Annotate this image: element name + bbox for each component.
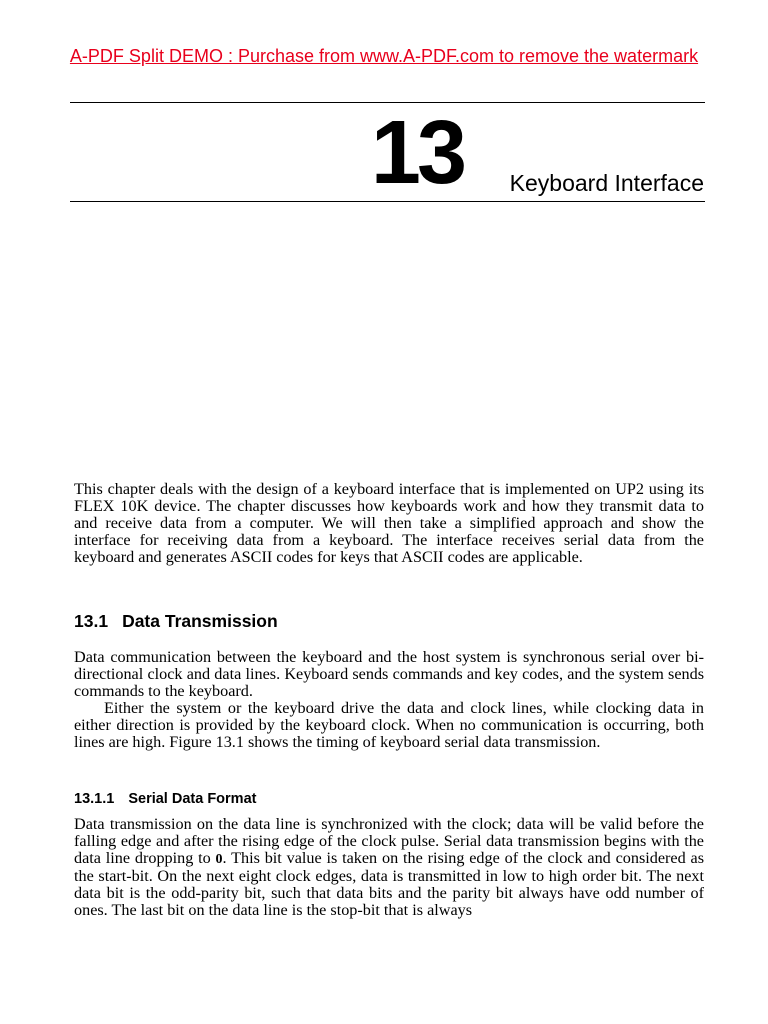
section-title: Data Transmission xyxy=(122,611,278,631)
chapter-title: Keyboard Interface xyxy=(509,170,704,196)
chapter-number: 13 xyxy=(370,103,463,203)
section-number: 13.1 xyxy=(74,611,109,631)
subsection-title: Serial Data Format xyxy=(128,791,257,807)
subsection-text-part-1: Data transmission on the data line is synchronized with the clock; data will be valid before the falling edge and after the rising edge of the clock pulse. Serial data transmission begins with the data line dropping to xyxy=(74,815,704,867)
intro-paragraph: This chapter deals with the design of a keyboard interface that is implemented on UP2 using its FLEX 10K device. The chapter discusses how keyboards work and how they transmit data to and receive data from a computer. We will then take a simplified approach and show the interface for receiving data from a keyboard. The interface receives serial data from the keyboard and generates ASCII codes for keys that ASCII codes are applicable. xyxy=(74,480,704,566)
subsection-paragraph-1 xyxy=(74,816,704,919)
start-bit-value: 0 xyxy=(215,852,223,867)
subsection-number: 13.1.1 xyxy=(74,791,115,807)
header-rule-bottom xyxy=(70,201,705,202)
subsection-text-part-2: . This bit value is taken on the rising edge of the clock and considered as the start-bit. On the next eight clock edges, data is transmitted in low to high order bit. The next data bit is the odd-parity bit, such that data bits and the parity bit always have odd number of ones. The last bit on the data line is the stop-bit that is always xyxy=(74,849,704,919)
section-paragraph-1: Data communication between the keyboard and the host system is synchronous serial over bi-directional clock and data lines. Keyboard sends commands and key codes, and the system sends commands to the keyboard. xyxy=(74,648,704,700)
watermark-link[interactable]: A-PDF Split DEMO : Purchase from www.A-PDF.com to remove the watermark xyxy=(69,46,699,66)
section-paragraph-2: Either the system or the keyboard drive the data and clock lines, while clocking data in either direction is provided by the keyboard clock. When no communication is occurring, both lines are high. Figure 13.1 shows the timing of keyboard serial data transmission. xyxy=(74,699,704,751)
section-heading xyxy=(74,613,278,631)
subsection-heading xyxy=(74,792,256,807)
